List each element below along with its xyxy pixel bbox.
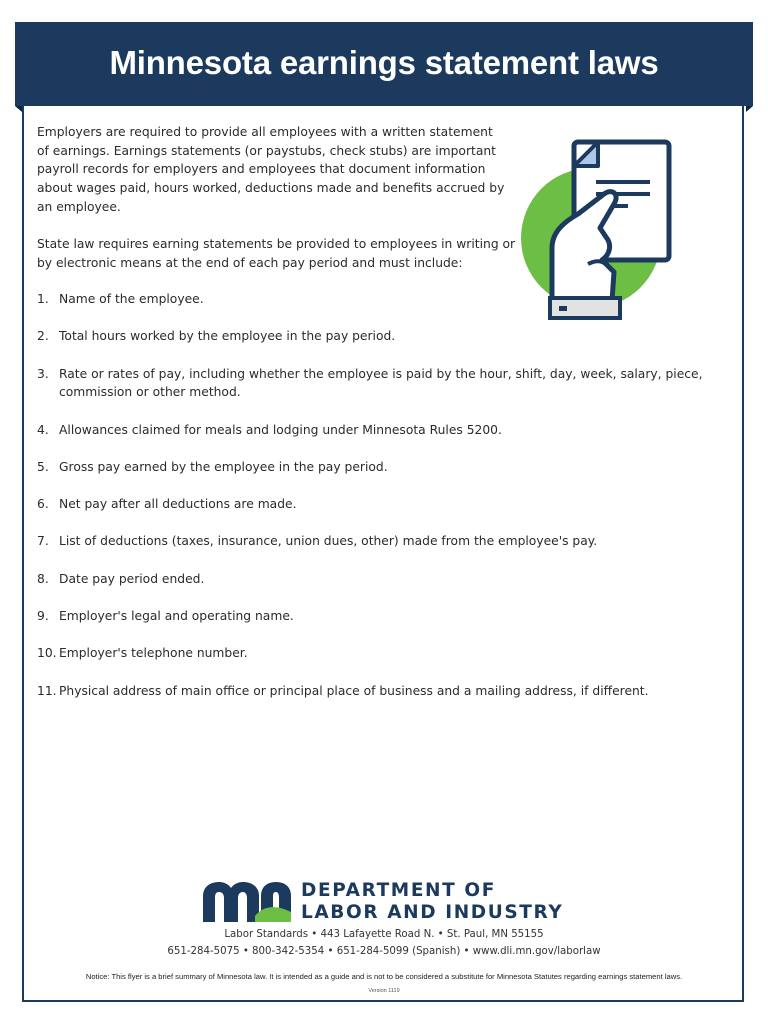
list-item: 5. Gross pay earned by the employee in the pay period.	[37, 459, 388, 474]
legal-notice: Notice: This flyer is a brief summary of Minnesota law. It is intended as a guide and is not to be considered a substitute for Minnesota Statutes regarding earnings statement laws.	[85, 972, 683, 981]
list-item: 9. Employer's legal and operating name.	[37, 609, 294, 624]
intro-paragraph-1: Employers are required to provide all employees with a written statement of earnings. Earnings statements (or paystubs, check stubs) are important payroll records for employers and employees that document information about wages paid, hours worked, deductions made and benefits accrued by an employee.	[37, 125, 505, 214]
list-item: 6. Net pay after all deductions are made.	[37, 497, 297, 512]
list-item: 2. Total hours worked by the employee in the pay period.	[37, 329, 396, 344]
mn-logo-icon	[203, 882, 291, 922]
intro-paragraph-2: State law requires earning statements be provided to employees in writing or by electronic means at the end of each pay period and must include:	[37, 237, 516, 270]
department-name-line-1: DEPARTMENT OF	[301, 880, 496, 901]
contact-phones: 651-284-5075 • 800-342-5354 • 651-284-5099 (Spanish) • www.dli.mn.gov/laborlaw	[167, 946, 601, 957]
department-name-line-2: LABOR AND INDUSTRY	[301, 902, 564, 923]
banner-fold-right	[746, 106, 753, 112]
version-label: Version 1119	[368, 988, 400, 994]
list-item: 8. Date pay period ended.	[37, 571, 205, 586]
banner-fold-left	[15, 106, 22, 112]
list-item: 10. Employer's telephone number.	[37, 646, 248, 661]
page-title: Minnesota earnings statement laws	[109, 44, 659, 81]
list-item: 4. Allowances claimed for meals and lodging under Minnesota Rules 5200.	[37, 422, 502, 437]
requirements-list	[37, 290, 717, 719]
list-item: 11. Physical address of main office or principal place of business and a mailing address, if different.	[37, 683, 649, 698]
dli-logo	[203, 880, 573, 924]
contact-address: Labor Standards • 443 Lafayette Road N. • St. Paul, MN 55155	[224, 929, 544, 940]
list-item: 7. List of deductions (taxes, insurance, union dues, other) made from the employee's pay.	[37, 534, 598, 549]
list-item: 3. Rate or rates of pay, including whether the employee is paid by the hour, shift, day, week, salary, piece, commission or other method.	[37, 366, 703, 400]
list-item: 1. Name of the employee.	[37, 292, 204, 306]
